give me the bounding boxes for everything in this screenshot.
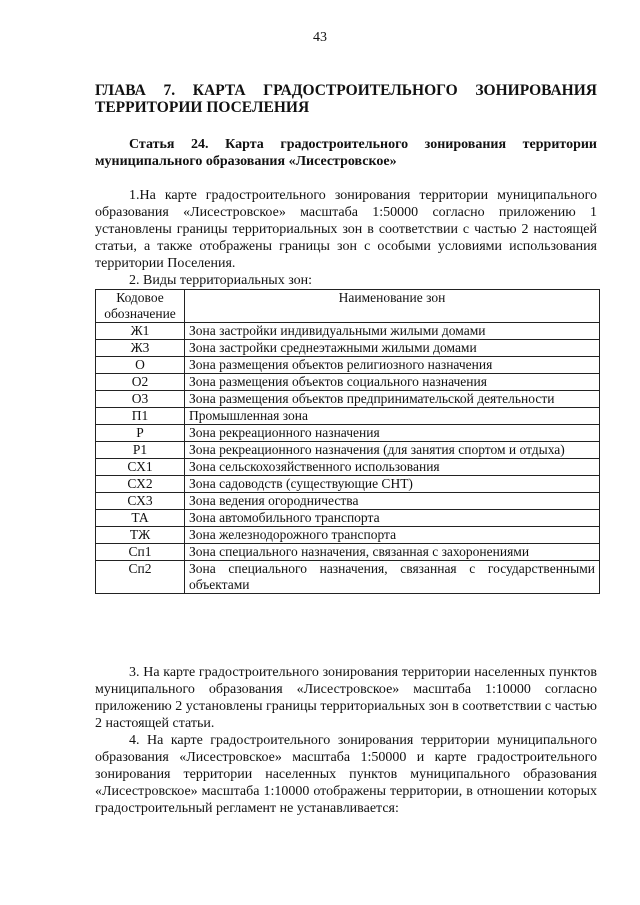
chapter-title-line-2: ТЕРРИТОРИИ ПОСЕЛЕНИЯ — [95, 99, 310, 116]
zone-code: Ж3 — [96, 340, 185, 357]
zone-name: Зона размещения объектов социального назначения — [185, 374, 600, 391]
zone-name: Промышленная зона — [185, 408, 600, 425]
zone-code: СХ2 — [96, 476, 185, 493]
zone-name: Зона железнодорожного транспорта — [185, 527, 600, 544]
zone-name: Зона рекреационного назначения — [185, 425, 600, 442]
zone-code: СХ3 — [96, 493, 185, 510]
page-number: 43 — [313, 30, 327, 45]
chapter-title — [95, 82, 597, 116]
paragraph-2: 2. Виды территориальных зон: — [129, 273, 313, 288]
table-row — [96, 357, 600, 374]
table-row — [96, 493, 600, 510]
table-row — [96, 323, 600, 340]
paragraph-1: 1.На карте градостроительного зонирования территории муниципального образования «Лисестровское» масштаба 1:50000 согласно приложению 1 установлены границы территориальных зон в соответствии с частью 2 настоящей статьи, а также отображены границы зон с особыми условиями использования территории Поселения. — [95, 188, 597, 271]
article-title — [95, 136, 597, 170]
zone-code: П1 — [96, 408, 185, 425]
zone-name: Зона рекреационного назначения (для занятия спортом и отдыха) — [185, 442, 600, 459]
table-row — [96, 374, 600, 391]
zone-code: Сп2 — [96, 561, 185, 594]
zone-name: Зона размещения объектов предпринимательской деятельности — [185, 391, 600, 408]
table-row — [96, 408, 600, 425]
zone-code: Сп1 — [96, 544, 185, 561]
article-title-line-2: муниципального образования «Лисестровское» — [95, 154, 397, 169]
zone-code: Р1 — [96, 442, 185, 459]
zone-code: Р — [96, 425, 185, 442]
table-row — [96, 510, 600, 527]
table-row — [96, 340, 600, 357]
zone-code: О — [96, 357, 185, 374]
table-row — [96, 561, 600, 594]
zone-name: Зона сельскохозяйственного использования — [185, 459, 600, 476]
zone-name: Зона садоводств (существующие СНТ) — [185, 476, 600, 493]
zone-code: О2 — [96, 374, 185, 391]
zones-table — [95, 289, 600, 594]
table-row — [96, 544, 600, 561]
zone-name: Зона специального назначения, связанная с захоронениями — [185, 544, 600, 561]
header-name: Наименование зон — [185, 290, 600, 323]
paragraph-4: 4. На карте градостроительного зонирования территории муниципального образования «Лисестровское» масштаба 1:50000 и карте градостроительного зонирования территории населенных пунктов муниципального образования «Лисестровское» масштаба 1:10000 отображены территории, в отношении которых градостроительный регламент не устанавливается: — [95, 733, 597, 816]
zone-name: Зона застройки индивидуальными жилыми домами — [185, 323, 600, 340]
zone-name: Зона ведения огородничества — [185, 493, 600, 510]
zone-code: О3 — [96, 391, 185, 408]
article-title-line-1: Статья 24. Карта градостроительного зонирования территории — [129, 137, 597, 152]
table-row — [96, 442, 600, 459]
zone-name: Зона застройки среднеэтажными жилыми домами — [185, 340, 600, 357]
paragraph-3: 3. На карте градостроительного зонирования территории населенных пунктов муниципального образования «Лисестровское» масштаба 1:10000 согласно приложению 2 установлены границы территориальных зон в соответствии с частью 2 настоящей статьи. — [95, 665, 597, 731]
zones-table-header — [96, 290, 600, 323]
zone-code: ТЖ — [96, 527, 185, 544]
zone-name: Зона размещения объектов религиозного назначения — [185, 357, 600, 374]
zone-code: Ж1 — [96, 323, 185, 340]
table-row — [96, 459, 600, 476]
table-row — [96, 391, 600, 408]
zone-name: Зона специального назначения, связанная с государственными объектами — [185, 561, 600, 594]
zone-code: СХ1 — [96, 459, 185, 476]
zone-name: Зона автомобильного транспорта — [185, 510, 600, 527]
header-code: Кодовое обозначение — [96, 290, 185, 323]
table-row — [96, 425, 600, 442]
zone-code: ТА — [96, 510, 185, 527]
table-row — [96, 476, 600, 493]
table-row — [96, 527, 600, 544]
chapter-title-line-1: ГЛАВА 7. КАРТА ГРАДОСТРОИТЕЛЬНОГО ЗОНИРОВАНИЯ — [95, 82, 597, 99]
